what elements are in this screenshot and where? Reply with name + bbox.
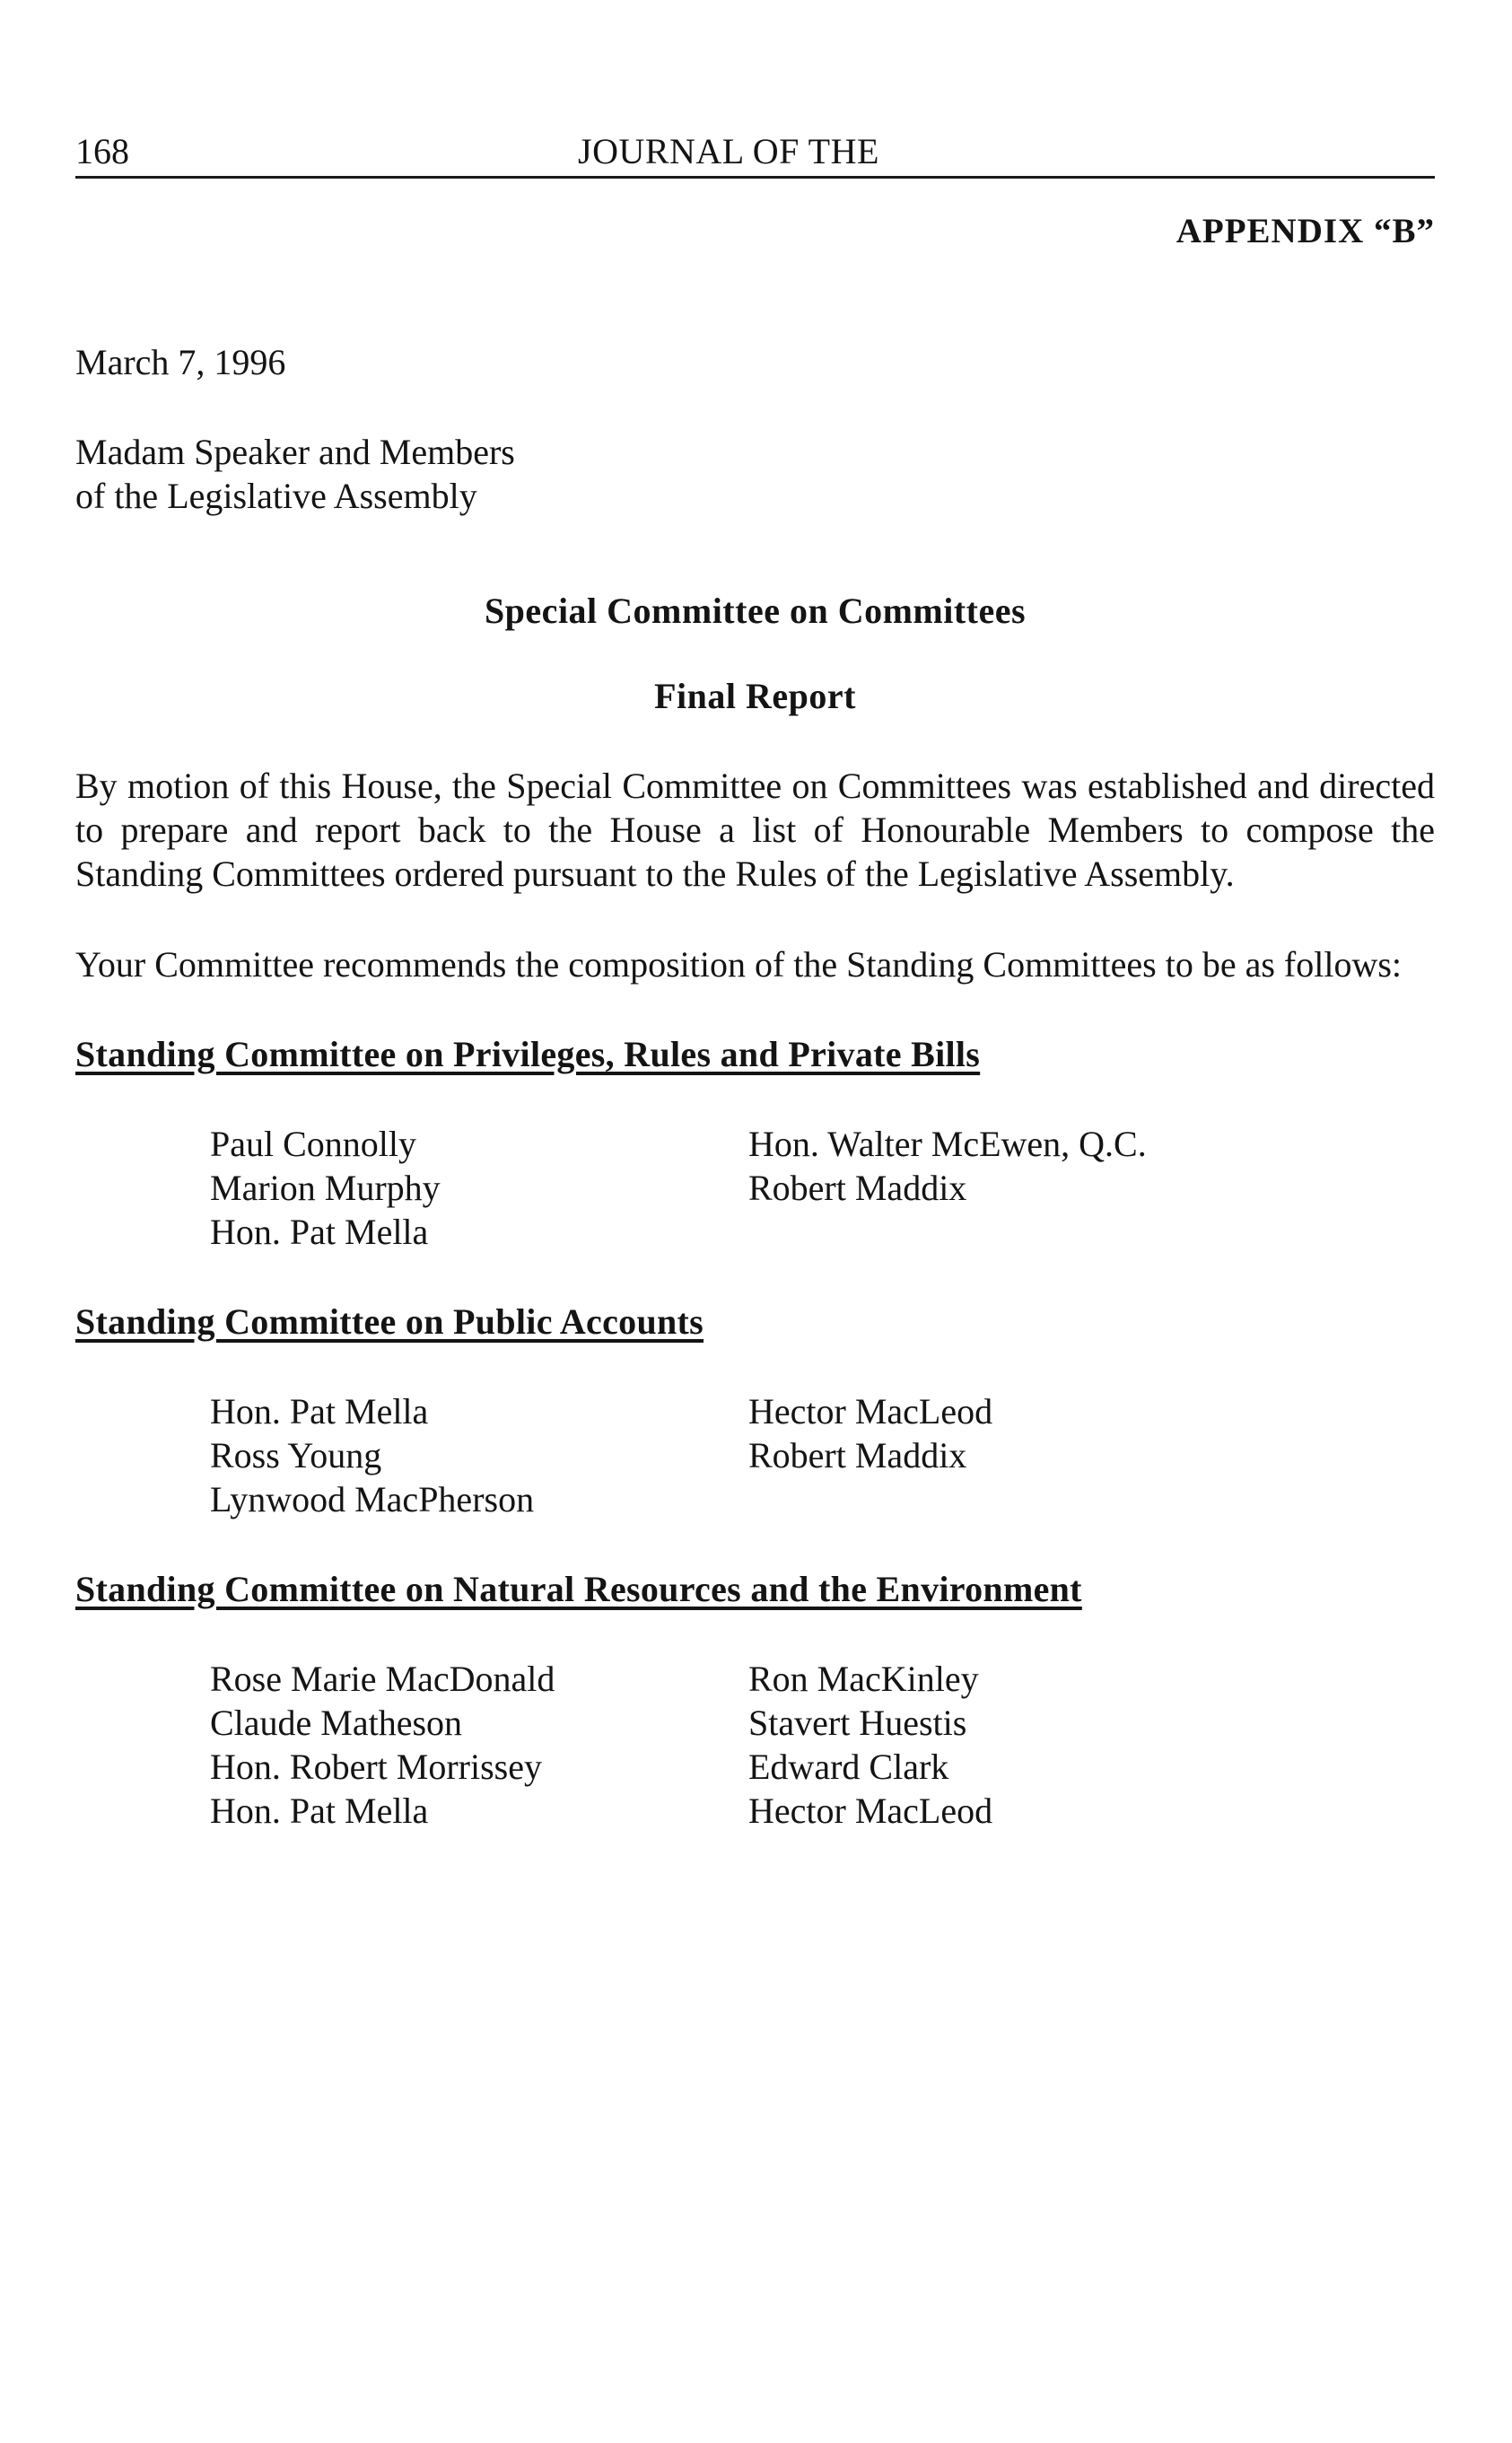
member-name: Hon. Pat Mella: [210, 1212, 429, 1252]
members-right-column: [748, 1657, 1377, 1833]
member-name: Rose Marie MacDonald: [210, 1659, 555, 1699]
member-name: Hon. Pat Mella: [210, 1791, 429, 1831]
members-left-column: [210, 1122, 748, 1254]
member-name: Hector MacLeod: [748, 1391, 993, 1432]
journal-page: [75, 126, 1435, 1833]
member-name: Robert Maddix: [748, 1168, 967, 1208]
committee-heading-natural-resources: Standing Committee on Natural Resources and the Environment: [75, 1569, 1082, 1609]
committee-members-natural-resources: [210, 1657, 1435, 1833]
member-name: Hector MacLeod: [748, 1791, 993, 1831]
member-name: Paul Connolly: [210, 1124, 417, 1164]
committee-heading-public-accounts: Standing Committee on Public Accounts: [75, 1301, 704, 1342]
member-name: Hon. Walter McEwen, Q.C.: [748, 1124, 1147, 1164]
appendix-label: APPENDIX “B”: [1176, 212, 1435, 250]
letter-address: [75, 430, 1435, 518]
member-name: Claude Matheson: [210, 1703, 463, 1743]
committee-title: Special Committee on Committees: [484, 591, 1027, 631]
member-name: Ross Young: [210, 1435, 382, 1475]
member-name: Lynwood MacPherson: [210, 1479, 535, 1519]
member-name: Stavert Huestis: [748, 1703, 967, 1743]
running-title: JOURNAL OF THE: [578, 131, 879, 171]
members-left-column: [210, 1389, 748, 1521]
motion-paragraph: By motion of this House, the Special Committee on Committees was established and directed to prepare and report back to the House a list of Honourable Members to compose the Standing Committees ordered pursuant to the Rules of the Legislative Assembly.: [75, 766, 1435, 894]
page-number: 168: [75, 131, 129, 171]
report-title: Final Report: [654, 676, 856, 716]
committee-heading-privileges: Standing Committee on Privileges, Rules and Private Bills: [75, 1034, 981, 1074]
members-left-column: [210, 1657, 748, 1833]
members-right-column: [748, 1389, 1377, 1521]
member-name: Robert Maddix: [748, 1435, 967, 1475]
member-name: Ron MacKinley: [748, 1659, 979, 1699]
address-line-1: Madam Speaker and Members: [75, 432, 515, 472]
page-header: [75, 126, 1435, 179]
member-name: Edward Clark: [748, 1747, 949, 1787]
address-line-2: of the Legislative Assembly: [75, 476, 477, 516]
committee-members-privileges: [210, 1122, 1435, 1254]
member-name: Marion Murphy: [210, 1168, 441, 1208]
member-name: Hon. Robert Morrissey: [210, 1747, 542, 1787]
member-name: Hon. Pat Mella: [210, 1391, 429, 1432]
recommendation-paragraph: Your Committee recommends the composition of the Standing Committees to be as follows:: [75, 944, 1403, 985]
members-right-column: [748, 1122, 1377, 1254]
letter-date: March 7, 1996: [75, 342, 286, 382]
committee-members-public-accounts: [210, 1389, 1435, 1521]
